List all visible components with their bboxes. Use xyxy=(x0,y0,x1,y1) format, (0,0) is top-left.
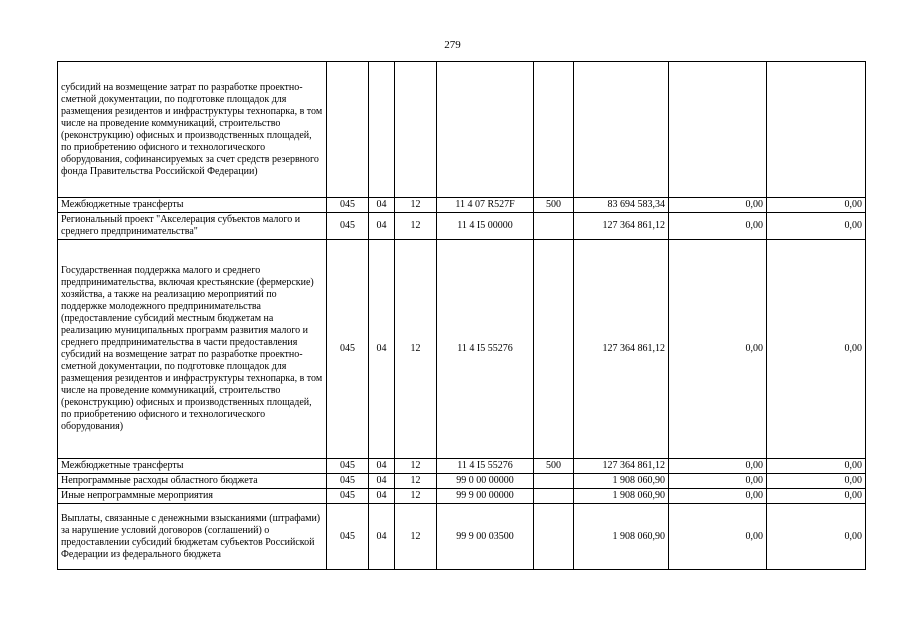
target-article-code: 99 9 00 00000 xyxy=(437,489,534,504)
table-row xyxy=(58,198,866,213)
section-code: 04 xyxy=(369,240,395,459)
amount-year-3: 0,00 xyxy=(767,240,866,459)
subsection-code: 12 xyxy=(395,489,437,504)
subsection-code: 12 xyxy=(395,213,437,240)
amount-year-1: 127 364 861,12 xyxy=(574,213,669,240)
ministry-code: 045 xyxy=(327,504,369,570)
amount-year-2: 0,00 xyxy=(669,504,767,570)
amount-year-2: 0,00 xyxy=(669,489,767,504)
amount-year-3: 0,00 xyxy=(767,459,866,474)
row-name: Государственная поддержка малого и среднего предпринимательства, включая крестьянские (фермерские) хозяйства, а также на реализацию мероприятий по поддержке молодежного предпринимательства (предоставление субсидий местным бюджетам на реализацию муниципальных программ развития малого и среднего предпринимательства в части предоставления субсидий на возмещение затрат по разработке проектно-сметной документации, по подготовке площадок для размещения резидентов и инфраструктуры технопарка, в том числе на проведение коммуникаций, строительство (реконструкцию) офисных и производственных площадей, по приобретению офисного и технологического оборудования) xyxy=(58,240,327,459)
amount-year-3: 0,00 xyxy=(767,213,866,240)
amount-year-1: 83 694 583,34 xyxy=(574,198,669,213)
table-row xyxy=(58,62,866,198)
expense-type-code xyxy=(534,240,574,459)
amount-year-3: 0,00 xyxy=(767,474,866,489)
section-code xyxy=(369,62,395,198)
ministry-code xyxy=(327,62,369,198)
row-name: Иные непрограммные мероприятия xyxy=(58,489,327,504)
amount-year-2 xyxy=(669,62,767,198)
row-name: Региональный проект "Акселерация субъектов малого и среднего предпринимательства" xyxy=(58,213,327,240)
subsection-code xyxy=(395,62,437,198)
ministry-code: 045 xyxy=(327,240,369,459)
amount-year-3: 0,00 xyxy=(767,198,866,213)
row-name: Выплаты, связанные с денежными взысканиями (штрафами) за нарушение условий договоров (соглашений) о предоставлении субсидий бюджетам субъектов Российской Федерации из федерального бюджета xyxy=(58,504,327,570)
budget-table xyxy=(57,61,866,570)
amount-year-1 xyxy=(574,62,669,198)
section-code: 04 xyxy=(369,459,395,474)
subsection-code: 12 xyxy=(395,504,437,570)
expense-type-code: 500 xyxy=(534,459,574,474)
amount-year-1: 1 908 060,90 xyxy=(574,504,669,570)
budget-table-body xyxy=(58,62,866,570)
section-code: 04 xyxy=(369,213,395,240)
target-article-code: 11 4 07 R527F xyxy=(437,198,534,213)
amount-year-3: 0,00 xyxy=(767,489,866,504)
amount-year-2: 0,00 xyxy=(669,459,767,474)
expense-type-code xyxy=(534,474,574,489)
page-number: 279 xyxy=(444,39,461,51)
target-article-code: 99 0 00 00000 xyxy=(437,474,534,489)
target-article-code: 11 4 I5 00000 xyxy=(437,213,534,240)
target-article-code: 99 9 00 03500 xyxy=(437,504,534,570)
ministry-code: 045 xyxy=(327,213,369,240)
expense-type-code xyxy=(534,504,574,570)
amount-year-2: 0,00 xyxy=(669,198,767,213)
amount-year-1: 1 908 060,90 xyxy=(574,474,669,489)
row-name: Межбюджетные трансферты xyxy=(58,459,327,474)
table-row xyxy=(58,474,866,489)
amount-year-3 xyxy=(767,62,866,198)
amount-year-3: 0,00 xyxy=(767,504,866,570)
amount-year-1: 127 364 861,12 xyxy=(574,240,669,459)
amount-year-1: 1 908 060,90 xyxy=(574,489,669,504)
subsection-code: 12 xyxy=(395,198,437,213)
target-article-code xyxy=(437,62,534,198)
table-row xyxy=(58,213,866,240)
section-code: 04 xyxy=(369,489,395,504)
ministry-code: 045 xyxy=(327,474,369,489)
subsection-code: 12 xyxy=(395,240,437,459)
amount-year-2: 0,00 xyxy=(669,474,767,489)
amount-year-2: 0,00 xyxy=(669,240,767,459)
table-row xyxy=(58,459,866,474)
row-name: субсидий на возмещение затрат по разработке проектно-сметной документации, по подготовке площадок для размещения резидентов и инфраструктуры технопарка, в том числе на проведение коммуникаций, строительство (реконструкцию) офисных и производственных площадей, по приобретению офисного и технологического оборудования, софинансируемых за счет средств резервного фонда Правительства Российской Федерации) xyxy=(58,62,327,198)
expense-type-code xyxy=(534,489,574,504)
expense-type-code xyxy=(534,62,574,198)
target-article-code: 11 4 I5 55276 xyxy=(437,459,534,474)
ministry-code: 045 xyxy=(327,489,369,504)
amount-year-2: 0,00 xyxy=(669,213,767,240)
row-name: Межбюджетные трансферты xyxy=(58,198,327,213)
target-article-code: 11 4 I5 55276 xyxy=(437,240,534,459)
ministry-code: 045 xyxy=(327,459,369,474)
expense-type-code xyxy=(534,213,574,240)
table-row xyxy=(58,240,866,459)
table-row xyxy=(58,504,866,570)
subsection-code: 12 xyxy=(395,459,437,474)
row-name: Непрограммные расходы областного бюджета xyxy=(58,474,327,489)
section-code: 04 xyxy=(369,474,395,489)
section-code: 04 xyxy=(369,198,395,213)
amount-year-1: 127 364 861,12 xyxy=(574,459,669,474)
ministry-code: 045 xyxy=(327,198,369,213)
table-row xyxy=(58,489,866,504)
subsection-code: 12 xyxy=(395,474,437,489)
expense-type-code: 500 xyxy=(534,198,574,213)
section-code: 04 xyxy=(369,504,395,570)
